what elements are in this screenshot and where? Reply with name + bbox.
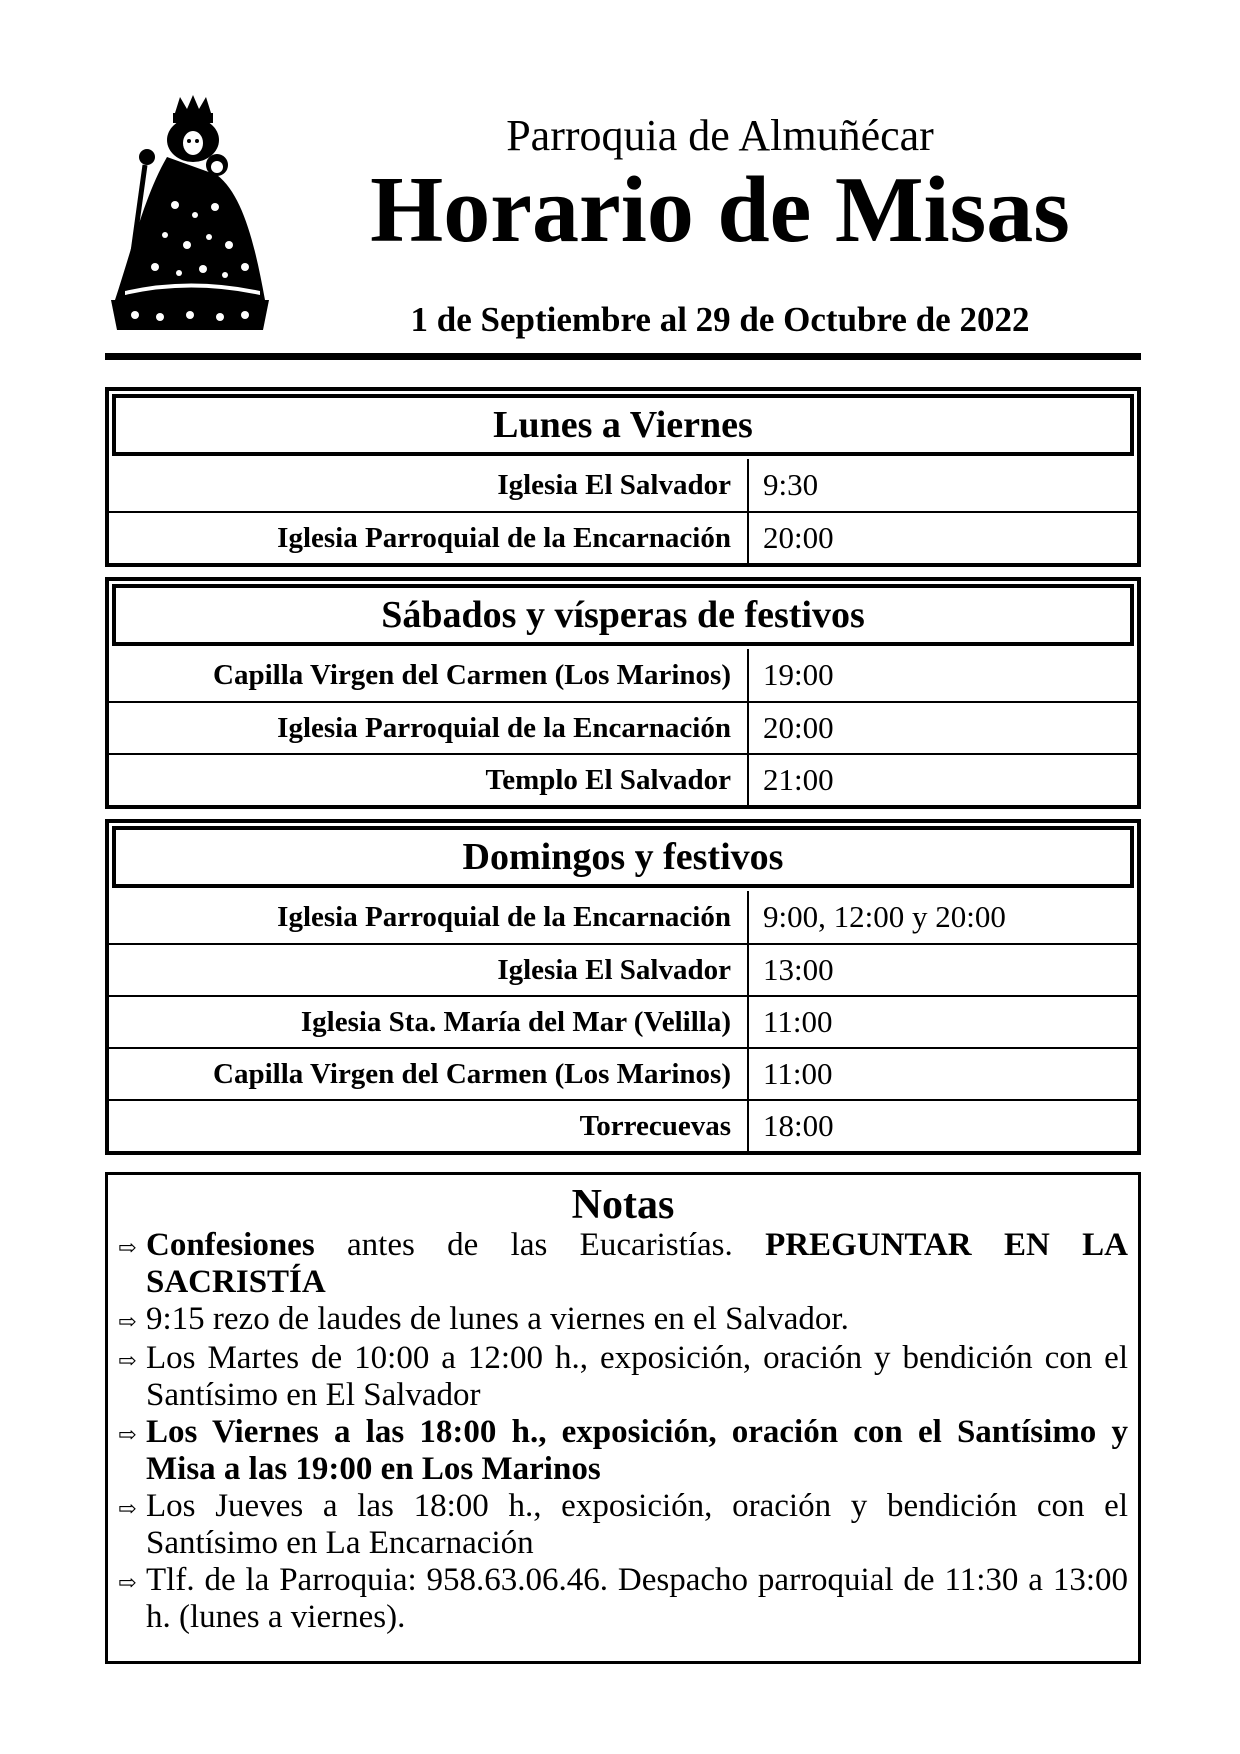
table-row [109,459,1137,511]
page-header [105,95,1145,345]
place-cell: Capilla Virgen del Carmen (Los Marinos) [109,1049,749,1099]
list-item [118,1414,1128,1488]
table-row [109,1047,1137,1099]
place-cell: Iglesia El Salvador [109,459,749,511]
table-row [109,943,1137,995]
note-text: Los Martes de 10:00 a 12:00 h., exposición, oración y bendición con el Santísimo en El Salvador [146,1340,1128,1414]
time-cell: 20:00 [763,520,834,555]
place-cell: Iglesia El Salvador [109,945,749,995]
table-row [109,753,1137,805]
note-emphasis: PREGUNTAR EN LA SACRISTÍA [146,1227,1128,1301]
arrow-icon: ⇨ [118,1496,137,1522]
time-cell: 19:00 [763,657,834,692]
note-text: Los Jueves a las 18:00 h., exposición, oración y bendición con el Santísimo en La Encarnación [146,1488,1128,1562]
arrow-icon: ⇨ [118,1570,137,1596]
sundays-heading: Domingos y festivos [112,826,1134,888]
time-cell: 11:00 [763,1004,833,1039]
list-item [118,1562,1128,1636]
virgin-statue-image [105,95,275,335]
sundays-table [105,819,1141,1155]
parish-name: Parroquia de Almuñécar [506,111,934,160]
place-cell: Capilla Virgen del Carmen (Los Marinos) [109,649,749,701]
time-cell: 21:00 [763,762,834,797]
arrow-icon: ⇨ [118,1348,137,1374]
notes-box [105,1172,1141,1664]
place-cell: Iglesia Parroquial de la Encarnación [109,703,749,753]
arrow-icon: ⇨ [118,1309,137,1335]
page-title: Horario de Misas [370,158,1070,262]
table-row [109,511,1137,563]
list-item [118,1227,1128,1301]
place-cell: Iglesia Sta. María del Mar (Velilla) [109,997,749,1047]
saturdays-table [105,577,1141,809]
table-row [109,891,1137,943]
list-item [118,1488,1128,1562]
weekdays-table [105,387,1141,567]
note-text: Los Viernes a las 18:00 h., exposición, oración con el Santísimo y Misa a las 19:00 en Los Marinos [146,1414,1128,1488]
place-cell: Torrecuevas [109,1101,749,1151]
place-cell: Iglesia Parroquial de la Encarnación [109,891,749,943]
table-row [109,995,1137,1047]
notes-title: Notas [571,1182,675,1228]
header-divider [105,353,1141,360]
weekdays-heading: Lunes a Viernes [112,394,1134,456]
table-row [109,1099,1137,1151]
table-row [109,649,1137,701]
note-emphasis: Confesiones [146,1227,315,1264]
note-body: antes de las Eucaristías. [314,1227,766,1264]
date-range: 1 de Septiembre al 29 de Octubre de 2022 [410,300,1030,339]
note-text: Tlf. de la Parroquia: 958.63.06.46. Despacho parroquial de 11:30 a 13:00 h. (lunes a viernes). [146,1562,1128,1636]
list-item [118,1340,1128,1414]
note-text [146,1227,1128,1301]
time-cell: 9:30 [763,467,819,502]
time-cell: 13:00 [763,952,834,987]
list-item [118,1301,1128,1340]
table-row [109,701,1137,753]
place-cell: Templo El Salvador [109,755,749,805]
saturdays-heading: Sábados y vísperas de festivos [112,584,1134,646]
time-cell: 18:00 [763,1108,834,1143]
time-cell: 11:00 [763,1056,833,1091]
time-cell: 9:00, 12:00 y 20:00 [763,899,1006,934]
time-cell: 20:00 [763,710,834,745]
place-cell: Iglesia Parroquial de la Encarnación [109,513,749,563]
arrow-icon: ⇨ [118,1235,137,1261]
note-text: 9:15 rezo de laudes de lunes a viernes en el Salvador. [146,1301,849,1338]
arrow-icon: ⇨ [118,1422,137,1448]
